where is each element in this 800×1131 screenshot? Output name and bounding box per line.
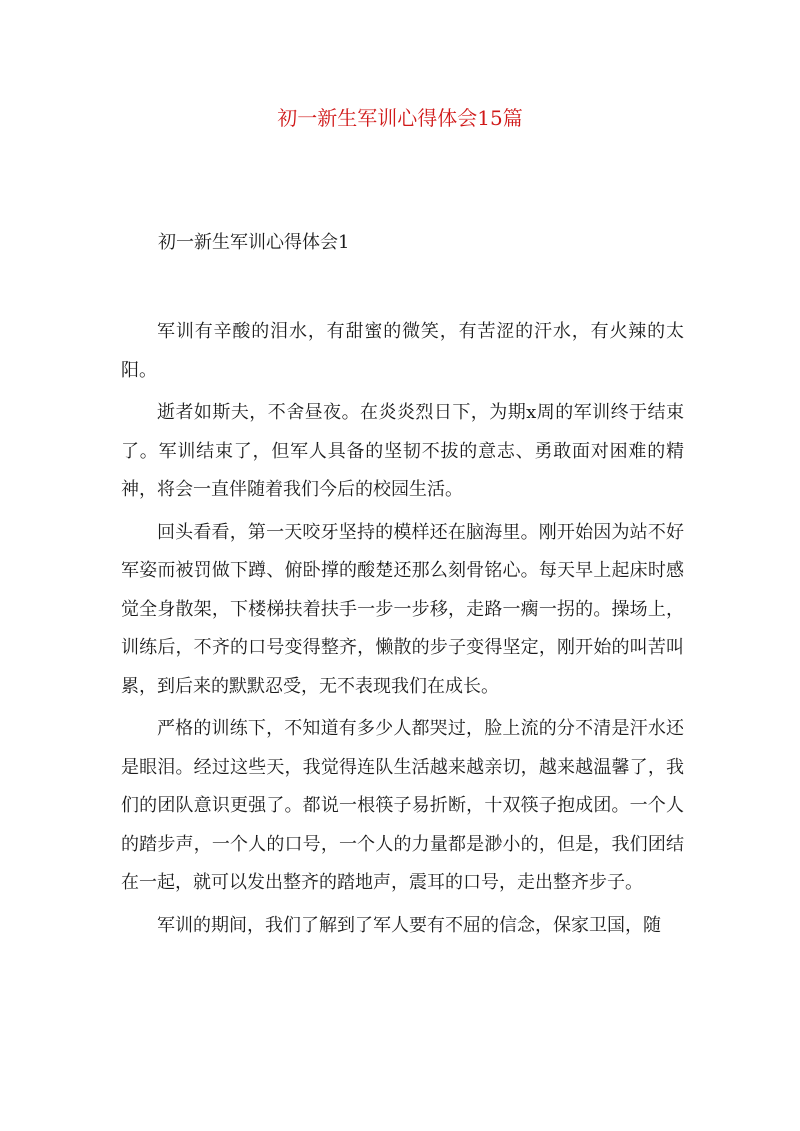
body-text (121, 313, 684, 949)
paragraph-4: 严格的训练下，不知道有多少人都哭过，脸上流的分不清是汗水还是眼泪。经过这些天，我觉得连队生活越来越亲切，越来越温馨了，我们的团队意识更强了。都说一根筷子易折断，十双筷子抱成团。一个人的踏步声，一个人的口号，一个人的力量都是渺小的，但是，我们团结在一起，就可以发出整齐的踏地声，震耳的口号，走出整齐步子。 (121, 718, 684, 893)
document-title: 初一新生军训心得体会15篇 (277, 106, 523, 130)
paragraph-3: 回头看看，第一天咬牙坚持的模样还在脑海里。刚开始因为站不好军姿而被罚做下蹲、俯卧撑的酸楚还那么刻骨铭心。每天早上起床时感觉全身散架，下楼梯扶着扶手一步一步移，走路一瘸一拐的。操场上，训练后，不齐的口号变得整齐，懒散的步子变得坚定，刚开始的叫苦叫累，到后来的默默忍受，无不表现我们在成长。 (121, 521, 684, 697)
paragraph-5: 军训的期间，我们了解到了军人要有不屈的信念，保家卫国，随 (157, 914, 661, 936)
section-heading: 初一新生军训心得体会1 (158, 232, 350, 253)
paragraph-1: 军训有辛酸的泪水，有甜蜜的微笑，有苦涩的汗水，有火辣的太阳。 (121, 321, 684, 381)
paragraph-2: 逝者如斯夫，不舍昼夜。在炎炎烈日下，为期x周的军训终于结束了。军训结束了，但军人具备的坚韧不拔的意志、勇敢面对困难的精神，将会一直伴随着我们今后的校园生活。 (121, 402, 684, 500)
